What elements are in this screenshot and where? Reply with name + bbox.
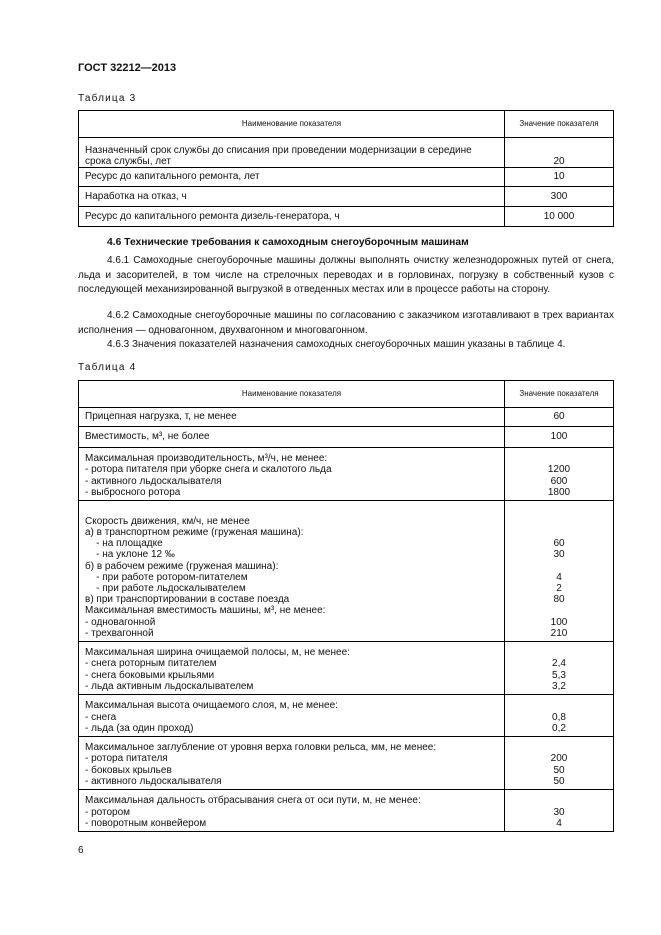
row-value: 300 [505, 187, 614, 207]
row-value: 60 30 4 2 80 100 210 [505, 501, 614, 642]
row-value: 1200 600 1800 [505, 448, 614, 501]
row-name: Прицепная нагрузка, т, не менее [79, 408, 505, 427]
row-name: Ресурс до капитального ремонта, лет [79, 168, 505, 187]
table-row [79, 408, 614, 427]
table-row [79, 790, 614, 832]
table-row [79, 737, 614, 790]
table-3 [78, 110, 614, 227]
page-number: 6 [78, 845, 84, 856]
row-value: 20 [505, 138, 614, 168]
table4-caption: Таблица 4 [78, 362, 137, 373]
row-name: Наработка на отказ, ч [79, 187, 505, 207]
row-name: Максимальная ширина очищаемой полосы, м, не менее: - снега роторным питателем - снега боковыми крыльями - льда активным льдоскалывателем [79, 642, 505, 695]
row-value: 200 50 50 [505, 737, 614, 790]
row-value: 30 4 [505, 790, 614, 832]
table-row [79, 138, 614, 168]
row-name: Максимальная дальность отбрасывания снега от оси пути, м, не менее: - ротором - поворотным конвейером [79, 790, 505, 832]
table-row [79, 187, 614, 207]
row-value: 0,8 0,2 [505, 695, 614, 737]
paragraph-4-6-3: 4.6.3 Значения показателей назначения самоходных снегоуборочных машин указаны в таблице 4. [107, 339, 566, 350]
table4-col-name: Наименование показателя [79, 381, 505, 408]
table-row [79, 207, 614, 227]
table3-caption: Таблица 3 [78, 93, 137, 104]
row-value: 10 [505, 168, 614, 187]
table3-col-value: Значение показателя [505, 111, 614, 138]
row-name: Скорость движения, км/ч, не менее а) в транспортном режиме (груженая машина): - на площадке - на уклоне 12 ‰ б) в рабочем режиме (груженая машина): - при работе ротором-питателем - при работе льдоскалывателем в) при транспортировании в составе поезда Максимальная вместимость машины, м³, не менее: - одновагонной - трехвагонной [79, 501, 505, 642]
table-row [79, 168, 614, 187]
row-name: Максимальная производительность, м³/ч, не менее: - ротора питателя при уборке снега и скалотого льда - активного льдоскалывателя - выбросного ротора [79, 448, 505, 501]
paragraph-4-6-2: 4.6.2 Самоходные снегоуборочные машины по согласованию с заказчиком изготавливают в трех вариантах исполнения — одновагонном, двухвагонном и многовагонном. [78, 310, 614, 336]
table-row [79, 642, 614, 695]
row-value: 60 [505, 408, 614, 427]
table-row [79, 695, 614, 737]
row-name: Максимальная высота очищаемого слоя, м, не менее: - снега - льда (за один проход) [79, 695, 505, 737]
table-row [79, 448, 614, 501]
row-name: Ресурс до капитального ремонта дизель-генератора, ч [79, 207, 505, 227]
table-4 [78, 380, 614, 832]
table4-col-value: Значение показателя [505, 381, 614, 408]
table3-col-name: Наименование показателя [79, 111, 505, 138]
row-value: 100 [505, 427, 614, 448]
row-name: Максимальное заглубление от уровня верха головки рельса, мм, не менее: - ротора питателя - боковых крыльев - активного льдоскалывателя [79, 737, 505, 790]
table-row [79, 501, 614, 642]
row-value: 2,4 5,3 3,2 [505, 642, 614, 695]
document-header: ГОСТ 32212—2013 [78, 62, 177, 74]
table-row [79, 427, 614, 448]
row-name: Вместимость, м³, не более [79, 427, 505, 448]
row-value: 10 000 [505, 207, 614, 227]
paragraph-4-6-1: 4.6.1 Самоходные снегоуборочные машины должны выполнять очистку железнодорожных путей от снега, льда и засорителей, в том числе на стрелочных переводах и в горловинах, погрузку в собственный кузов с последующей механизированной выгрузкой в отведенных местах или в процессе работы на сторону. [78, 255, 614, 296]
row-name: Назначенный срок службы до списания при проведении модернизации в середине срока службы, лет [79, 138, 505, 168]
section-title: 4.6 Технические требования к самоходным снегоуборочным машинам [107, 237, 469, 248]
